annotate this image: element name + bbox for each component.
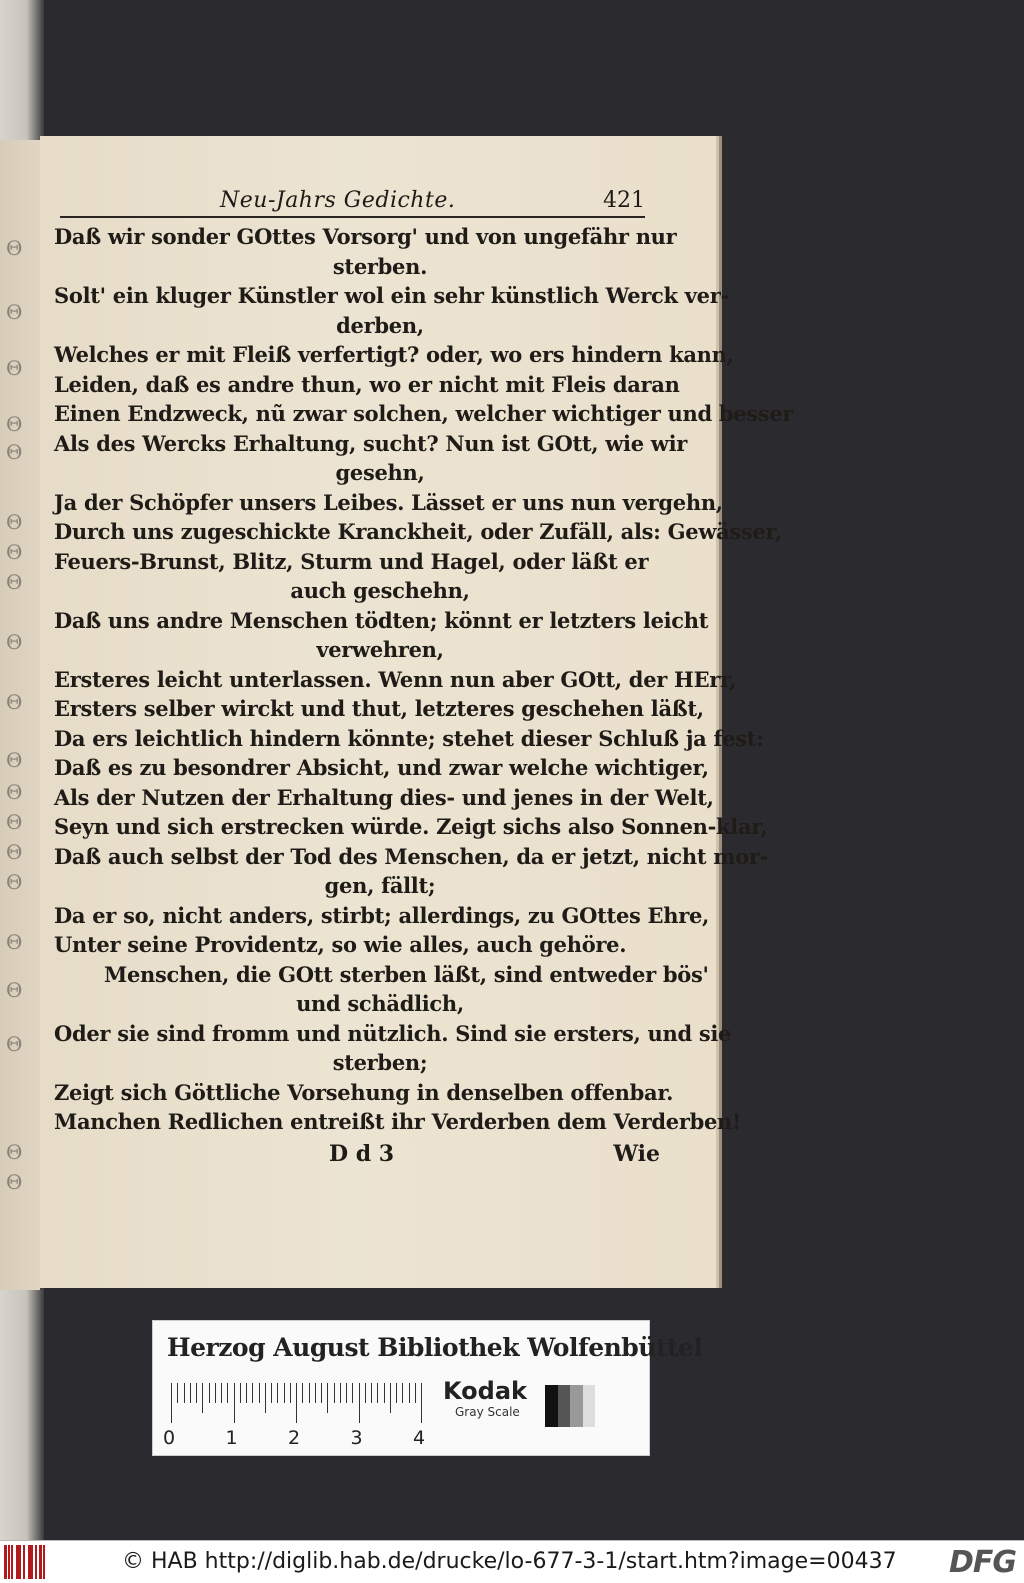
- verse-line: Da er so, nicht anders, stirbt; allerdings, zu GOttes Ehre,: [54, 902, 710, 928]
- bleed-mark: Θ: [6, 810, 23, 834]
- ruler-tick: [277, 1383, 278, 1403]
- verse-line: derben,: [336, 312, 424, 338]
- ruler-tick: [371, 1383, 372, 1403]
- previous-page-edge: [0, 140, 42, 1290]
- bleed-mark: Θ: [6, 870, 23, 894]
- barcode-bar: [23, 1545, 25, 1579]
- verse-line: Manchen Redlichen entreißt ihr Verderben dem Verderben!: [54, 1109, 741, 1134]
- ruler-tick: [340, 1383, 341, 1403]
- ruler-tick: [259, 1383, 260, 1403]
- ruler-tick: [209, 1383, 210, 1403]
- ruler-tick: [365, 1383, 366, 1403]
- bleed-mark: Θ: [6, 540, 23, 564]
- gray-swatch: [545, 1385, 595, 1427]
- ruler-tick: [346, 1383, 347, 1403]
- ruler-number: 4: [413, 1427, 426, 1449]
- ruler-tick: [221, 1383, 222, 1403]
- bleed-mark: Θ: [6, 300, 23, 324]
- ruler-tick: [184, 1383, 185, 1403]
- ruler-tick: [321, 1383, 322, 1403]
- footer-bar: [0, 1540, 1024, 1583]
- ruler-number: 0: [163, 1427, 176, 1449]
- verse-line: Daß uns andre Menschen tödten; könnt er letzters leicht: [54, 607, 709, 633]
- ruler-tick: [302, 1383, 303, 1403]
- bleed-mark: Θ: [6, 440, 23, 464]
- ruler-tick: [315, 1383, 316, 1403]
- ruler-tick: [359, 1383, 360, 1423]
- verse-line: sterben.: [332, 253, 428, 279]
- ruler-tick: [171, 1383, 172, 1423]
- running-title: Neu-Jahrs Gedichte.: [220, 188, 456, 213]
- verse-line: Ja der Schöpfer unsers Leibes. Lässet er uns nun vergehn,: [54, 489, 723, 515]
- barcode-bar: [8, 1545, 10, 1579]
- bleed-mark: Θ: [6, 356, 23, 380]
- verse-line: Unter seine Providentz, so wie alles, auch gehöre.: [54, 932, 627, 957]
- bleed-mark: Θ: [6, 1170, 23, 1194]
- barcode-bar: [39, 1545, 42, 1579]
- bleed-mark: Θ: [6, 748, 23, 772]
- verse-line: Oder sie sind fromm und nützlich. Sind sie ersters, und sie: [54, 1020, 732, 1046]
- page-number: 421: [603, 188, 645, 213]
- ruler-tick: [327, 1383, 328, 1413]
- page-header: [60, 186, 645, 218]
- verse-line: gesehn,: [335, 460, 425, 485]
- ruler-tick: [390, 1383, 391, 1413]
- ruler-numbers: [163, 1427, 433, 1447]
- bleed-mark: Θ: [6, 570, 23, 594]
- bleed-mark: Θ: [6, 780, 23, 804]
- ruler-tick: [384, 1383, 385, 1403]
- ruler-tick: [202, 1383, 203, 1413]
- dfg-logo: DFG: [948, 1545, 1016, 1580]
- verse-line: verwehren,: [316, 637, 444, 662]
- ruler-tick: [421, 1383, 422, 1423]
- ruler-tick: [402, 1383, 403, 1403]
- barcode-bar: [4, 1545, 7, 1579]
- verse-line: Als der Nutzen der Erhaltung dies- und jenes in der Welt,: [54, 784, 714, 810]
- verse-line: Daß wir sonder GOttes Vorsorg' und von ungefähr nur: [54, 224, 677, 249]
- verse-line: Da ers leichtlich hindern könnte; stehet dieser Schluß ja fest:: [54, 725, 764, 751]
- ruler-tick: [309, 1383, 310, 1403]
- verse-line: Menschen, die GOtt sterben läßt, sind entweder bös': [104, 961, 709, 987]
- verse-line: Ersteres leicht unterlassen. Wenn nun aber GOtt, der HErr,: [54, 666, 737, 692]
- verse-line: Welches er mit Fleiß verfertigt? oder, wo ers hindern kann,: [54, 342, 734, 367]
- bleed-mark: Θ: [6, 1032, 23, 1056]
- barcode-bar: [31, 1545, 33, 1579]
- verse-line: und schädlich,: [296, 991, 464, 1016]
- verse-line: Solt' ein kluger Künstler wol ein sehr künstlich Werck ver-: [54, 283, 729, 308]
- calibration-card: [152, 1320, 703, 1456]
- ruler-tick: [296, 1383, 297, 1423]
- bleed-mark: Θ: [6, 412, 23, 436]
- ruler-tick: [409, 1383, 410, 1403]
- barcode-bar: [35, 1545, 37, 1579]
- bleed-mark: Θ: [6, 510, 23, 534]
- ruler-tick: [290, 1383, 291, 1403]
- ruler-tick: [415, 1383, 416, 1403]
- verse-line: Leiden, daß es andre thun, wo er nicht mit Fleis daran: [54, 371, 680, 397]
- source-link[interactable]: © HAB http://diglib.hab.de/drucke/lo-677-3-1/start.htm?image=00437: [122, 1549, 897, 1574]
- barcode-bar: [43, 1545, 45, 1579]
- kodak-logo: Kodak: [443, 1377, 527, 1405]
- ruler-tick: [190, 1383, 191, 1403]
- previous-page-marks: [4, 140, 38, 1290]
- ruler-number: 2: [288, 1427, 301, 1449]
- page-footer-line: [54, 1141, 660, 1171]
- verse-line: Feuers-Brunst, Blitz, Sturm und Hagel, oder läßt er: [54, 548, 649, 574]
- bleed-mark: Θ: [6, 630, 23, 654]
- ruler-tick: [377, 1383, 378, 1403]
- bleed-mark: Θ: [6, 978, 23, 1002]
- ruler-tick: [196, 1383, 197, 1403]
- hab-barcode-icon: [4, 1545, 48, 1579]
- book-page: [40, 136, 794, 1288]
- verse-line: Daß auch selbst der Tod des Menschen, da er jetzt, nicht mor-: [54, 843, 769, 869]
- bleed-mark: Θ: [6, 1140, 23, 1164]
- ruler-tick: [252, 1383, 253, 1403]
- ruler-tick: [215, 1383, 216, 1403]
- barcode-bar: [11, 1545, 13, 1579]
- bleed-mark: Θ: [6, 930, 23, 954]
- barcode-bar: [19, 1545, 21, 1579]
- verse-line: auch geschehn,: [290, 578, 470, 603]
- ruler-number: 3: [350, 1427, 363, 1449]
- ruler-tick: [234, 1383, 235, 1423]
- verse-line: Seyn und sich erstrecken würde. Zeigt sichs also Sonnen-klar,: [54, 814, 768, 839]
- ruler-tick: [177, 1383, 178, 1403]
- ruler-tick: [240, 1383, 241, 1403]
- verse-line: Daß es zu besondrer Absicht, und zwar welche wichtiger,: [54, 755, 709, 780]
- verse-line: Ersters selber wirckt und thut, letzteres geschehen läßt,: [54, 696, 704, 721]
- ruler-tick: [396, 1383, 397, 1403]
- ruler-tick: [284, 1383, 285, 1403]
- ruler-tick: [227, 1383, 228, 1403]
- bleed-mark: Θ: [6, 236, 23, 260]
- catchword: Wie: [613, 1140, 660, 1167]
- verse-line: Als des Wercks Erhaltung, sucht? Nun ist GOtt, wie wir: [54, 430, 688, 456]
- ruler-tick: [334, 1383, 335, 1403]
- ruler-number: 1: [225, 1427, 238, 1449]
- gray-scale-label: Gray Scale: [455, 1405, 520, 1419]
- library-name: Herzog August Bibliothek Wolfenbüttel: [167, 1333, 703, 1362]
- verse-line: sterben;: [332, 1050, 428, 1075]
- verse-line: Durch uns zugeschickte Kranckheit, oder Zufäll, als: Gewässer,: [54, 519, 782, 544]
- verse-line: Einen Endzweck, nũ zwar solchen, welcher wichtiger und besser: [54, 401, 794, 426]
- ruler-tick: [271, 1383, 272, 1403]
- verse-line: Zeigt sich Göttliche Vorsehung in denselben offenbar.: [54, 1079, 674, 1105]
- verse-line: gen, fällt;: [324, 873, 436, 898]
- bleed-mark: Θ: [6, 840, 23, 864]
- scale-ruler: [171, 1383, 421, 1427]
- ruler-tick: [265, 1383, 266, 1413]
- ruler-tick: [352, 1383, 353, 1403]
- signature-mark: D d 3: [329, 1140, 395, 1167]
- ruler-tick: [246, 1383, 247, 1403]
- verse-text-block: [54, 222, 794, 1167]
- bleed-mark: Θ: [6, 690, 23, 714]
